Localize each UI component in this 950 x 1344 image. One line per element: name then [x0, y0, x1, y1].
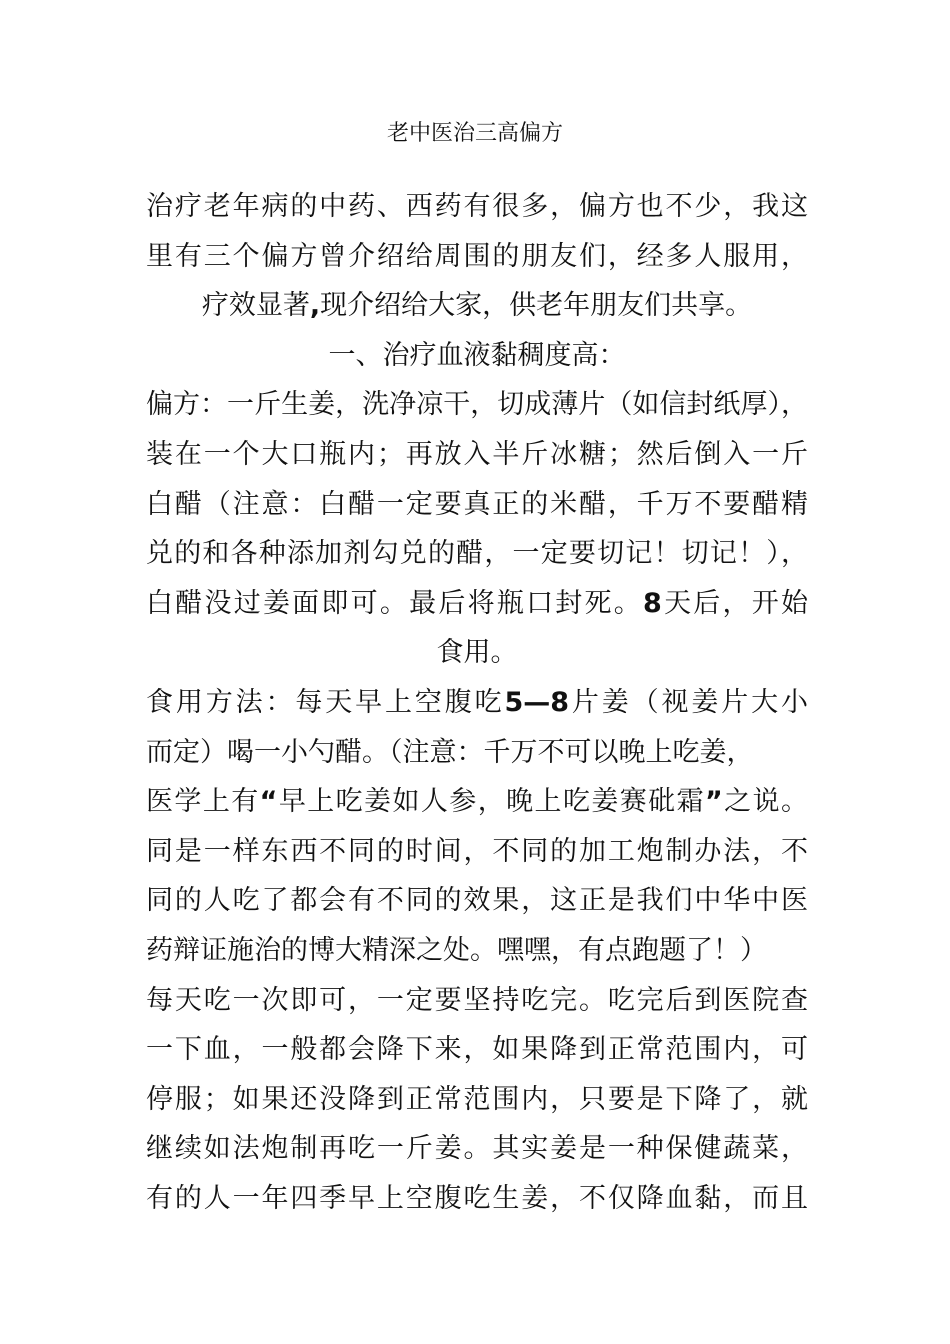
text-line: 治疗老年病的中药、西药有很多，偏方也不少，我这 [146, 191, 808, 222]
text-line: 药辩证施治的博大精深之处。嘿嘿，有点跑题了！） [146, 934, 767, 966]
text-line: 里有三个偏方曾介绍给周围的朋友们，经多人服用， [146, 240, 808, 272]
document-body [146, 182, 808, 1223]
text-segment: 疗效显著 [201, 290, 310, 322]
text-line: 同的人吃了都会有不同的效果，这正是我们中华中医 [146, 885, 808, 917]
text-line: 装在一个大口瓶内；再放入半斤冰糖；然后倒入一斤 [146, 438, 808, 470]
document-title: 老中医治三高偏方 [386, 121, 563, 146]
text-line: 每天吃一次即可，一定要坚持吃完。吃完后到医院查 [146, 984, 808, 1016]
text-segment: , [309, 290, 321, 322]
text-line: 白醋（注意：白醋一定要真正的米醋，千万不要醋精 [146, 488, 808, 520]
text-line: 兑的和各种添加剂勾兑的醋，一定要切记！切记！）， [146, 538, 808, 570]
text-segment: 天后，开始 [661, 587, 809, 619]
text-line: 有的人一年四季早上空腹吃生姜，不仅降血黏，而且 [146, 1182, 808, 1214]
text-line: 停服；如果还没降到正常范围内，只要是下降了，就 [146, 1083, 808, 1115]
text-segment: 医学上有 [146, 786, 260, 818]
text-line [146, 281, 808, 331]
text-segment: 食用方法：每天早上空腹吃 [146, 686, 505, 718]
text-line: 食用。 [436, 637, 518, 669]
text-line: 一下血，一般都会降下来，如果降到正常范围内，可 [146, 1034, 808, 1066]
text-segment: 片姜（视姜片大小 [569, 686, 808, 718]
text-segment: ” [705, 786, 723, 818]
text-line [146, 678, 808, 728]
text-segment: 5—8 [504, 686, 570, 718]
text-segment: 现介绍给大家，供老年朋友们共享。 [320, 290, 753, 322]
text-line: 偏方：一斤生姜，洗净凉干，切成薄片（如信封纸厚）， [146, 389, 808, 421]
text-line: 一、治疗血液黏稠度高： [328, 339, 626, 371]
text-line: 同是一样东西不同的时间，不同的加工炮制办法，不 [146, 835, 808, 867]
text-segment: 白醋没过姜面即可。最后将瓶口封死。 [146, 587, 644, 619]
text-line [146, 777, 808, 827]
text-segment: “ [259, 786, 278, 818]
text-segment: 8 [643, 587, 662, 619]
text-line: 继续如法炮制再吃一斤姜。其实姜是一种保健蔬菜， [146, 1133, 808, 1165]
text-line: 而定）喝一小勺醋。（注意：千万不可以晚上吃姜， [146, 736, 754, 768]
text-line [146, 579, 808, 629]
text-segment: 之说。 [722, 786, 809, 818]
text-segment: 早上吃姜如人参，晚上吃姜赛砒霜 [277, 786, 706, 818]
